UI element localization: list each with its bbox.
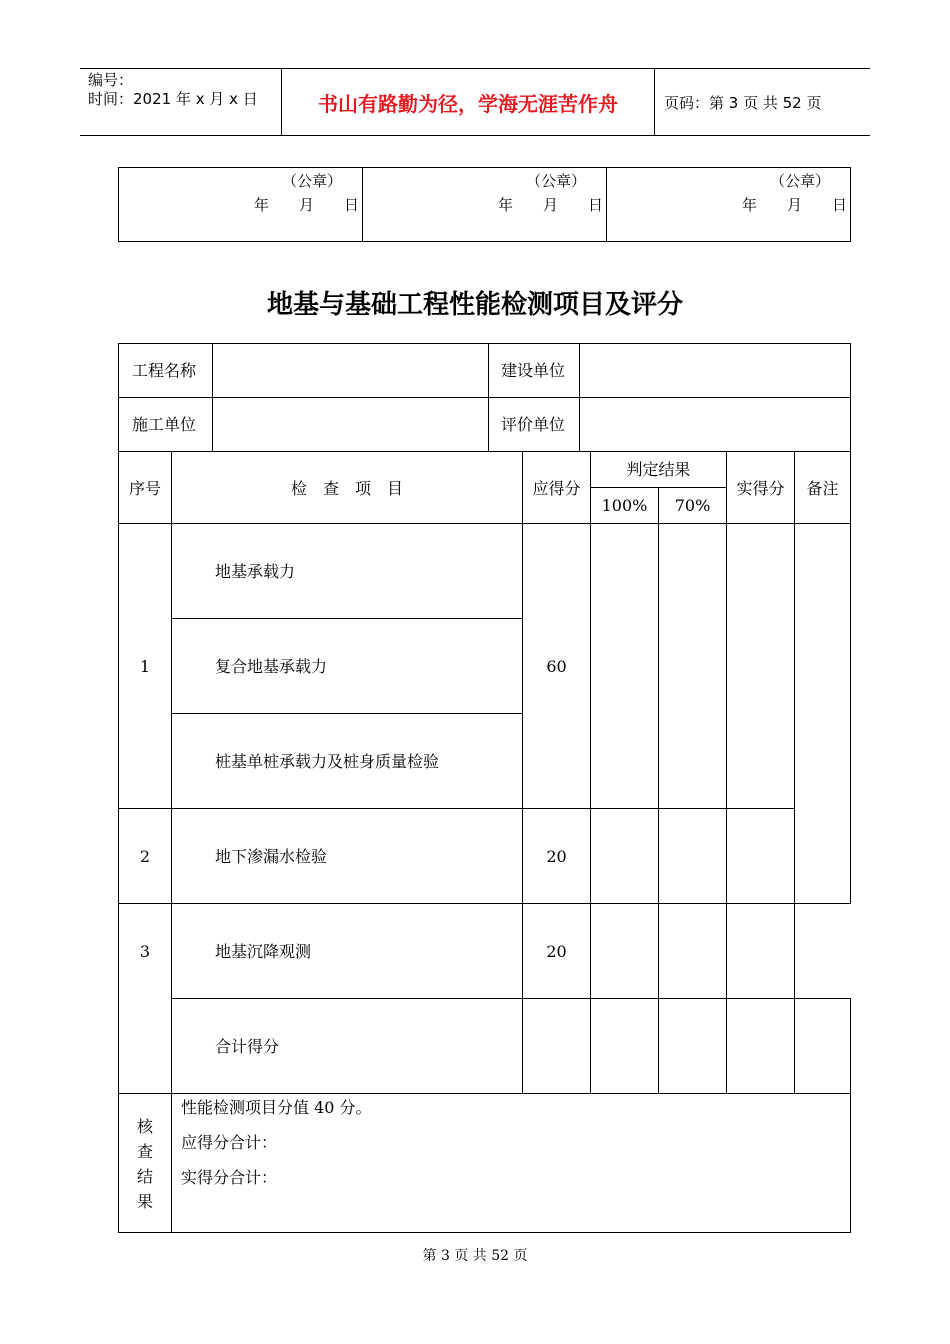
review-label-char: 核 [136, 1117, 153, 1136]
document-number-label: 编号： [88, 71, 134, 89]
check-item: 复合地基承载力 [215, 657, 328, 676]
col-header-item: 检 查 项 目 [290, 479, 403, 498]
row-seq: 1 [139, 657, 151, 676]
page-footer: 第 3 页 共 52 页 [422, 1248, 528, 1264]
review-label-char: 查 [136, 1142, 153, 1161]
evaluator-label: 评价单位 [501, 415, 566, 434]
seal-date: 年 月 日 [254, 196, 360, 214]
col-header-actual: 实得分 [736, 479, 785, 498]
col-header-remark: 备注 [806, 479, 839, 498]
seal-date: 年 月 日 [742, 196, 848, 214]
col-header-seq: 序号 [128, 479, 161, 498]
page-indicator: 页码：第 3 页 共 52 页 [664, 94, 822, 112]
review-line: 应得分合计： [181, 1133, 278, 1152]
seal-mark: （公章） [282, 172, 343, 190]
seal-date: 年 月 日 [498, 196, 604, 214]
col-header-pct100: 100% [601, 496, 648, 515]
review-label-char: 果 [136, 1192, 153, 1211]
motto-banner: 书山有路勤为径，学海无涯苦作舟 [318, 92, 618, 116]
col-header-score-due: 应得分 [532, 479, 581, 498]
construction-unit-label: 建设单位 [501, 361, 566, 380]
check-item: 地基承载力 [215, 562, 296, 581]
review-label-char: 结 [136, 1167, 153, 1186]
document-date: 时间：2021 年 x 月 x 日 [88, 90, 258, 108]
row-score: 60 [546, 657, 567, 676]
col-header-pct70: 70% [674, 496, 711, 515]
col-header-judgement: 判定结果 [626, 460, 691, 479]
seal-mark: （公章） [770, 172, 831, 190]
check-item: 地基沉降观测 [215, 942, 312, 961]
total-score-label: 合计得分 [215, 1037, 280, 1056]
page-title: 地基与基础工程性能检测项目及评分 [266, 290, 683, 320]
check-item: 桩基单桩承载力及桩身质量检验 [215, 752, 440, 771]
check-item: 地下渗漏水检验 [215, 847, 328, 866]
row-score: 20 [546, 942, 567, 961]
row-score: 20 [546, 847, 567, 866]
review-line: 性能检测项目分值 40 分。 [181, 1098, 372, 1117]
builder-label: 施工单位 [132, 415, 197, 434]
seal-mark: （公章） [526, 172, 587, 190]
review-line: 实得分合计： [181, 1168, 278, 1187]
row-seq: 3 [139, 942, 151, 961]
project-name-label: 工程名称 [132, 361, 197, 380]
row-seq: 2 [139, 847, 151, 866]
